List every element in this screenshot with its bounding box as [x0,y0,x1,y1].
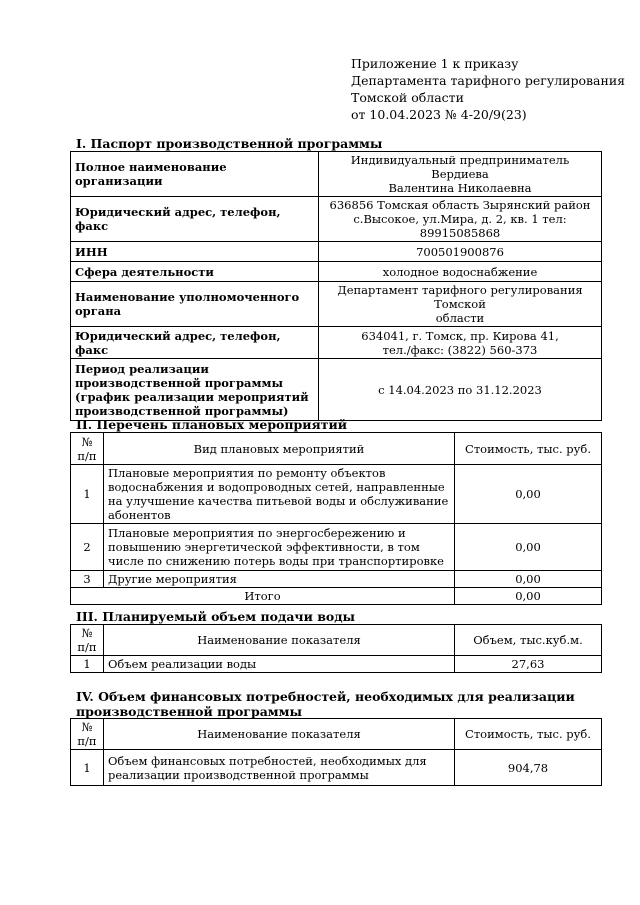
row-value: Департамент тарифного регулирования Томской области [319,282,602,327]
row-label: ИНН [71,242,319,262]
measure-cost: 0,00 [455,524,602,571]
total-label: Итого [71,588,455,605]
row-label: Период реализации производственной программы (график реализации мероприятий производственной программы) [71,359,319,421]
total-value: 0,00 [455,588,602,605]
row-label: Юридический адрес, телефон, факс [71,197,319,242]
table-row [71,327,602,359]
row-number: 2 [71,524,104,571]
row-value: 634041, г. Томск, пр. Кирова 41, тел./факс: (3822) 560-373 [319,327,602,359]
row-number: 1 [71,750,104,786]
table-row [71,242,602,262]
row-value: 700501900876 [319,242,602,262]
row-value: 636856 Томская область Зырянский район с.Высокое, ул.Мира, д. 2, кв. 1 тел: 89915085868 [319,197,602,242]
row-label: Полное наименование организации [71,152,319,197]
table-row [71,197,602,242]
column-header: Стоимость, тыс. руб. [455,719,602,750]
column-header: Наименование показателя [104,719,455,750]
table-row [71,465,602,524]
table-row [71,152,602,197]
row-value: с 14.04.2023 по 31.12.2023 [319,359,602,421]
header-line: Приложение 1 к приказу [351,56,519,71]
table-row [71,282,602,327]
header-line: от 10.04.2023 № 4-20/9(23) [351,107,527,122]
row-number: 1 [71,465,104,524]
measure-cost: 0,00 [455,571,602,588]
column-header: Стоимость, тыс. руб. [455,433,602,465]
column-header: Наименование показателя [104,625,455,656]
water-volume-table [70,624,602,673]
table-row [71,524,602,571]
column-header: № п/п [71,719,104,750]
indicator-value: 27,63 [455,656,602,673]
table-header-row [71,433,602,465]
section-title-financial-needs: IV. Объем финансовых потребностей, необходимых для реализации производственной программы [76,689,575,719]
indicator-value: 904,78 [455,750,602,786]
indicator-name: Объем финансовых потребностей, необходимых для реализации производственной программы [104,750,455,786]
table-row [71,571,602,588]
order-header [351,55,625,123]
row-number: 3 [71,571,104,588]
column-header: № п/п [71,625,104,656]
row-value: Индивидуальный предприниматель Вердиева Валентина Николаевна [319,152,602,197]
table-header-row [71,625,602,656]
table-row [71,262,602,282]
column-header: Вид плановых мероприятий [104,433,455,465]
section-title-water-volume: III. Планируемый объем подачи воды [76,609,356,624]
column-header: № п/п [71,433,104,465]
row-value: холодное водоснабжение [319,262,602,282]
indicator-name: Объем реализации воды [104,656,455,673]
header-line: Департамента тарифного регулирования [351,73,626,88]
table-row [71,359,602,421]
measure-name: Плановые мероприятия по ремонту объектов водоснабжения и водопроводных сетей, направленные на улучшение качества питьевой воды и обслуживание абонентов [104,465,455,524]
table-row [71,656,602,673]
table-total-row [71,588,602,605]
row-label: Сфера деятельности [71,262,319,282]
section-title-measures: II. Перечень плановых мероприятий [76,417,348,432]
measures-table [70,432,602,605]
column-header: Объем, тыс.куб.м. [455,625,602,656]
row-number: 1 [71,656,104,673]
measure-name: Плановые мероприятия по энергосбережению и повышению энергетической эффективности, в том числе по снижению потерь воды при транспортировке [104,524,455,571]
row-label: Юридический адрес, телефон, факс [71,327,319,359]
header-line: Томской области [351,90,464,105]
section-title-passport: I. Паспорт производственной программы [76,136,383,151]
measure-cost: 0,00 [455,465,602,524]
measure-name: Другие мероприятия [104,571,455,588]
financial-needs-table [70,718,602,786]
table-header-row [71,719,602,750]
table-row [71,750,602,786]
row-label: Наименование уполномоченного органа [71,282,319,327]
passport-table [70,151,602,421]
